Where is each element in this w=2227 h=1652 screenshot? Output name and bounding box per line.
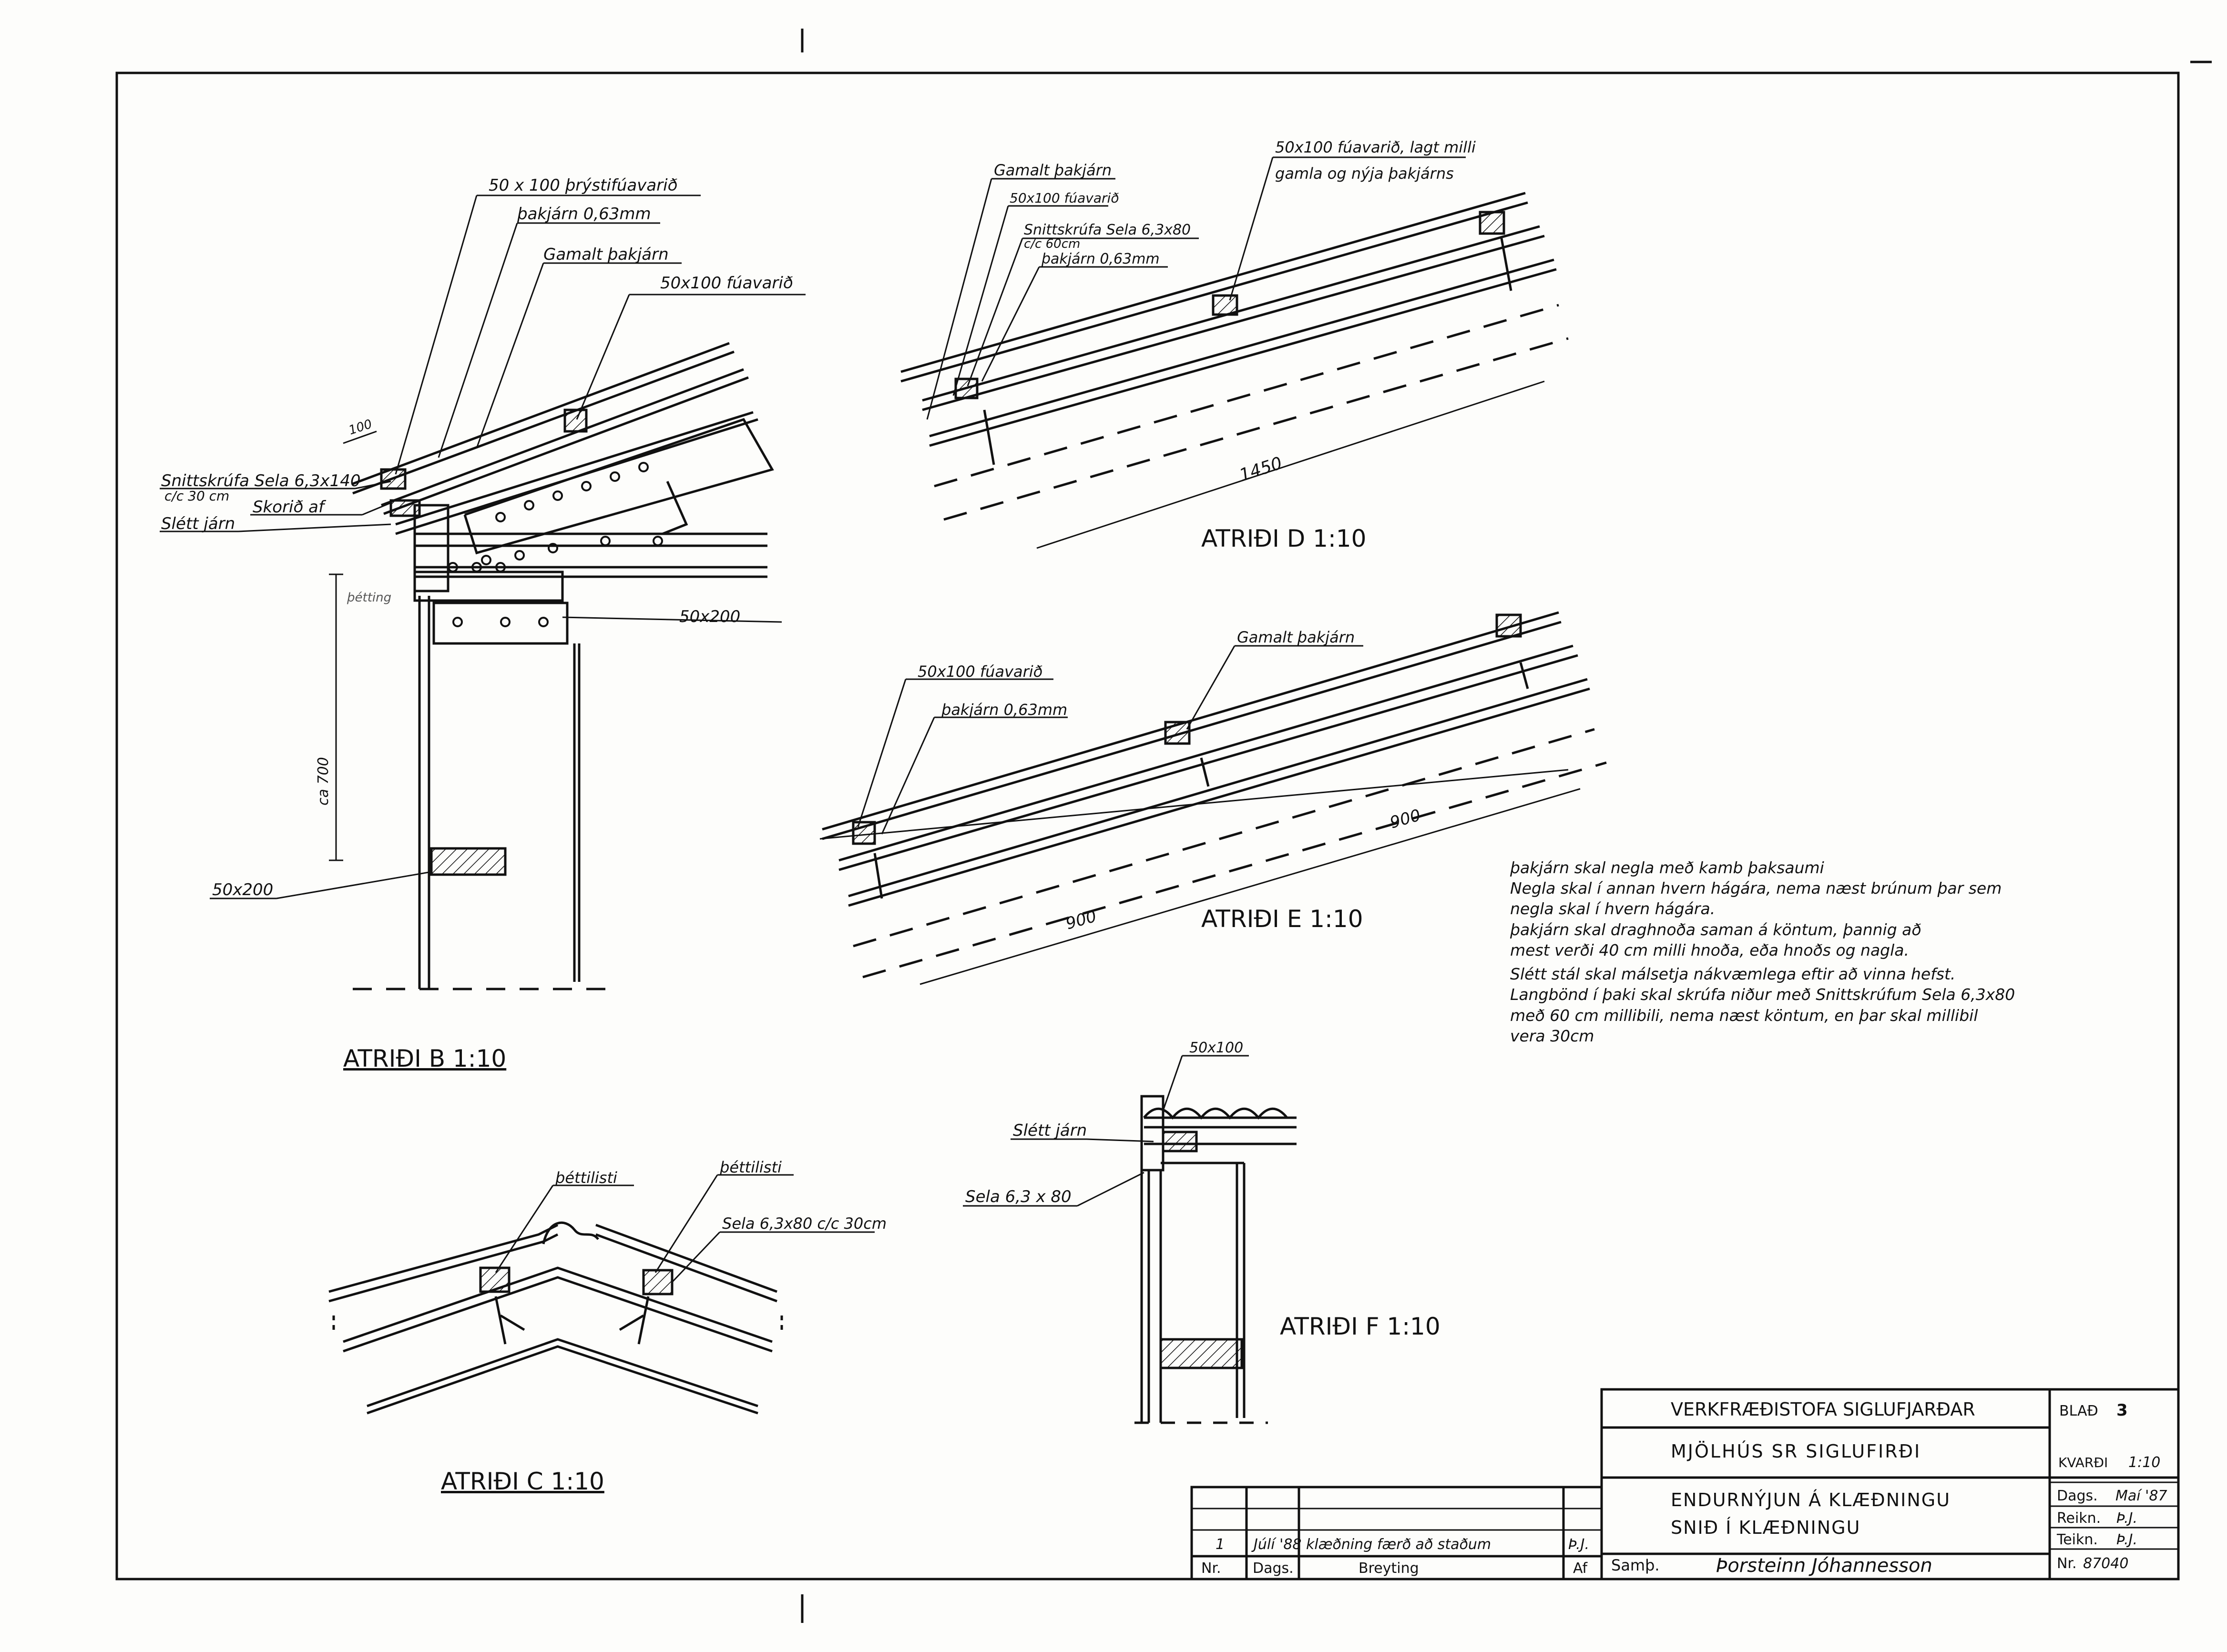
detail-f-label-flat-iron: Slétt járn [1013, 1121, 1087, 1140]
detail-c-label-seal-strip-right: þéttilisti [720, 1158, 782, 1176]
detail-b-title: ATRIÐI B 1:10 [343, 1045, 507, 1072]
detail-c-drawing [329, 1175, 875, 1413]
note-line-7: Langbönd í þaki skal skrúfa niður með Snittskrúfum Sela 6,3x80 [1510, 985, 2015, 1004]
detail-b-label-beam-lower: 50x200 [212, 880, 274, 899]
detail-b-dim-700: ca 700 [315, 757, 332, 806]
detail-f-title: ATRIÐI F 1:10 [1280, 1313, 1440, 1340]
title-block-scale-label: KVARÐI [2058, 1455, 2108, 1470]
title-block-number-label: Nr. [2057, 1555, 2077, 1572]
detail-d-label-screw: Snittskrúfa Sela 6,3x80 [1024, 222, 1191, 238]
detail-d-drawing [901, 157, 1568, 548]
title-block-description-2: SNIÐ Í KLÆÐNINGU [1671, 1517, 1861, 1538]
title-block-drawn-label: Teikn. [2057, 1531, 2098, 1548]
detail-b-label-screw: Snittskrúfa Sela 6,3x140 [161, 471, 361, 490]
revision-row-by: Þ.J. [1568, 1536, 1589, 1553]
detail-b-label-sheet-old: Gamalt þakjárn [543, 245, 669, 264]
title-block-sheet-value: 3 [2116, 1401, 2128, 1420]
detail-d-title: ATRIÐI D 1:10 [1201, 525, 1367, 552]
detail-d-label-between-2: gamla og nýja þakjárns [1275, 164, 1454, 183]
detail-b-text [161, 176, 793, 1072]
revision-row-number: 1 [1216, 1536, 1225, 1553]
detail-d-label-between-1: 50x100 fúavarið, lagt milli [1275, 138, 1476, 156]
detail-f-drawing [963, 1056, 1297, 1423]
detail-e-label-sheet-new: þakjárn 0,63mm [941, 701, 1068, 719]
revision-header-by: Af [1573, 1560, 1588, 1577]
note-line-8: með 60 cm millibili, nema næst köntum, en þar skal millibil [1510, 1006, 1978, 1025]
detail-c-label-seal-strip-left: þéttilisti [555, 1169, 617, 1187]
detail-c-title: ATRIÐI C 1:10 [441, 1468, 604, 1495]
detail-b-label-cut-off: Skorið af [253, 498, 324, 517]
detail-f-label-screw: Sela 6,3 x 80 [965, 1187, 1072, 1206]
title-block-calc-label: Reikn. [2057, 1510, 2101, 1527]
title-block-scale-value: 1:10 [2128, 1454, 2161, 1471]
title-block-project: MJÖLHÚS SR SIGLUFIRÐI [1671, 1441, 1921, 1462]
detail-f-label-batten: 50x100 [1189, 1040, 1244, 1056]
title-block-approved-signature: Þorsteinn Jóhannesson [1716, 1555, 1932, 1577]
detail-e-dim-lower: 900 [1063, 907, 1099, 934]
detail-b-drawing [160, 195, 806, 989]
revision-row-change: klæðning færð að staðum [1306, 1536, 1491, 1553]
note-line-3: negla skal í hvern hágára. [1510, 899, 1716, 918]
revision-row-date: Júlí '88 [1254, 1536, 1302, 1553]
title-block-office: VERKFRÆÐISTOFA SIGLUFJARÐAR [1671, 1399, 1975, 1420]
detail-e-dim-upper: 900 [1388, 806, 1423, 833]
note-line-4: þakjárn skal draghnoða saman á köntum, þannig að [1510, 920, 1921, 939]
title-block-sheet-label: BLAÐ [2059, 1403, 2098, 1419]
detail-f-text [965, 1040, 1440, 1340]
detail-e-title: ATRIÐI E 1:10 [1201, 905, 1363, 933]
detail-b-label-batten: 50x100 fúavarið [660, 274, 793, 293]
detail-e-label-sheet-old: Gamalt þakjárn [1237, 628, 1355, 646]
detail-b-label-sheet-new: þakjárn 0,63mm [517, 204, 651, 224]
detail-d-label-sheet-old: Gamalt þakjárn [994, 161, 1112, 179]
note-line-1: þakjárn skal negla með kamb þaksaumi [1510, 858, 1824, 877]
revision-header-date: Dags. [1253, 1560, 1294, 1577]
title-block-date-label: Dags. [2057, 1488, 2098, 1504]
title-block-calc-value: Þ.J. [2116, 1510, 2137, 1527]
detail-e-label-batten: 50x100 fúavarið [918, 663, 1043, 681]
title-block-description-1: ENDURNÝJUN Á KLÆÐNINGU [1671, 1489, 1951, 1510]
title-block [1611, 1399, 2167, 1577]
title-block-drawn-value: Þ.J. [2116, 1531, 2137, 1548]
general-notes [1510, 858, 2015, 1045]
detail-d-label-sheet-new: þakjárn 0,63mm [1042, 251, 1160, 267]
note-line-2: Negla skal í annan hvern hágára, nema næst brúnum þar sem [1510, 879, 2002, 897]
title-block-number-value: 87040 [2083, 1555, 2129, 1572]
detail-b-dim-100: 100 [347, 417, 374, 438]
revision-header-change: Breyting [1359, 1560, 1419, 1577]
title-block-approved-label: Samþ. [1611, 1556, 1660, 1574]
detail-c-label-screw: Sela 6,3x80 c/c 30cm [722, 1214, 887, 1233]
note-line-5: mest verði 40 cm milli hnoða, eða hnoðs og nagla. [1510, 941, 1909, 959]
revision-header-number: Nr. [1201, 1560, 1221, 1577]
detail-b-label-screw-cc: c/c 30 cm [164, 488, 230, 504]
note-line-6: Slétt stál skal málsetja nákvæmlega eftir að vinna hefst. [1510, 965, 1956, 983]
detail-d-text [994, 138, 1476, 552]
detail-b-label-sealing: þétting [347, 591, 392, 605]
detail-b-label-purlin-treated: 50 x 100 þrýstifúavarið [489, 176, 678, 195]
detail-d-dim: 1450 [1237, 453, 1285, 486]
detail-d-label-batten: 50x100 fúavarið [1010, 190, 1119, 206]
note-line-9: vera 30cm [1510, 1027, 1594, 1045]
title-block-date-value: Maí '87 [2115, 1488, 2167, 1504]
detail-b-label-beam-upper: 50x200 [679, 607, 741, 626]
detail-b-label-flat-iron: Slétt járn [161, 514, 235, 533]
detail-c-text [441, 1158, 887, 1495]
detail-d-label-screw-cc: c/c 60cm [1024, 237, 1081, 251]
